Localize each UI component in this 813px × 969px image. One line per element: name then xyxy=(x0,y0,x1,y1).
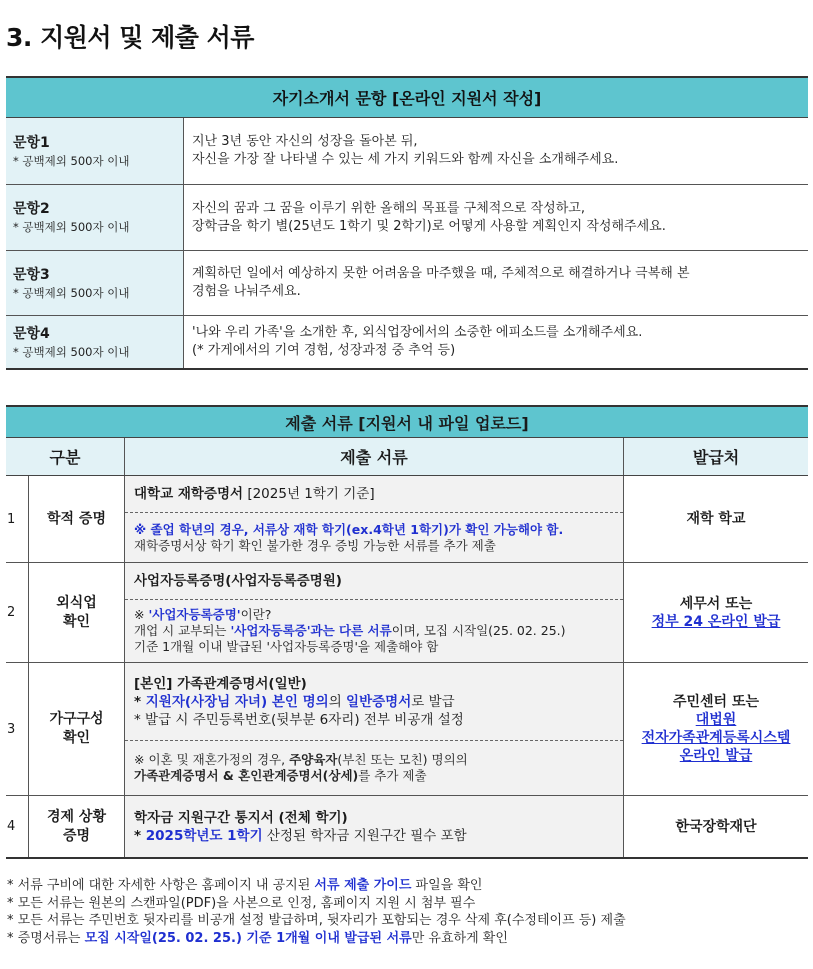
court-link[interactable]: 대법원 xyxy=(695,712,737,728)
document-main xyxy=(125,476,623,513)
category-line: 경제 상황 xyxy=(47,808,106,825)
issuer-text: 한국장학재단 xyxy=(675,818,757,835)
document-note-highlight: ※ 졸업 학년의 경우, 서류상 재학 학기(ex.4학년 1학기)가 확인 가능해야 함. xyxy=(134,521,564,537)
row-documents xyxy=(125,796,624,857)
document-main xyxy=(125,796,623,857)
question-line: 지난 3년 동안 자신의 성장을 돌아본 뒤, xyxy=(192,134,418,149)
row-category xyxy=(29,663,125,795)
page-title: 3. 지원서 및 제출 서류 xyxy=(6,23,254,52)
note-highlight: '사업자등록증명' xyxy=(148,607,241,622)
footnote-line: * 모든 서류는 주민번호 뒷자리를 비공개 설정 발급하며, 뒷자리가 포함되는 경우 삭제 후(수정테이프 등) 제출 xyxy=(7,913,626,928)
document-title: [본인] 가족관계증명서(일반) xyxy=(134,675,307,692)
note-highlight: 모집 시작일(25. 02. 25.) 기준 1개월 이내 발급된 서류 xyxy=(84,930,412,946)
row-category xyxy=(29,796,125,857)
row-issuer xyxy=(624,563,808,662)
question-limit-note: * 공백제외 500자 이내 xyxy=(13,344,130,359)
essay-row-1 xyxy=(6,118,808,185)
category-line: 외식업 xyxy=(56,594,97,611)
column-header-documents: 제출 서류 xyxy=(125,438,624,475)
note-text: 이며, 모집 시작일(25. 02. 25.) xyxy=(391,623,566,638)
note-text: 만 유효하게 확인 xyxy=(411,930,508,946)
footnote-line xyxy=(7,877,626,895)
question-text xyxy=(184,316,808,368)
family-registry-link[interactable]: 전자가족관계등록시스템 xyxy=(641,730,791,746)
documents-table xyxy=(6,405,808,859)
question-line: 계획하던 일에서 예상하지 못한 어려움을 마주했을 때, 주체적으로 해결하거나 극복해 본 xyxy=(192,266,690,281)
column-header-issuer: 발급처 xyxy=(692,448,740,467)
issuer-text: 재학 학교 xyxy=(686,511,746,527)
note-text: (부친 또는 모친) 명의의 xyxy=(337,752,468,767)
question-label: 문항3 xyxy=(13,266,50,283)
question-limit-note: * 공백제외 500자 이내 xyxy=(13,220,130,234)
note-text: ※ xyxy=(134,607,149,622)
category-line: 확인 xyxy=(62,730,91,746)
essay-row-3 xyxy=(6,251,808,316)
note-text: * 서류 구비에 대한 자세한 사항은 홈페이지 내 공지된 xyxy=(7,878,315,893)
note-text: ※ 이혼 및 재혼가정의 경우, xyxy=(134,752,290,767)
row-issuer xyxy=(624,663,808,795)
document-title-suffix: [2025년 1학기 기준] xyxy=(243,486,375,502)
document-note-line xyxy=(134,768,623,784)
row-documents xyxy=(125,563,624,662)
note-text: * 증명서류는 xyxy=(7,930,85,946)
question-limit-note: * 공백제외 500자 이내 xyxy=(13,153,130,168)
document-row-3 xyxy=(6,663,808,796)
note-text: 이란? xyxy=(240,607,272,622)
row-category: 학적 증명 xyxy=(29,476,125,562)
document-note xyxy=(125,513,623,562)
req-text: * xyxy=(134,693,146,710)
req-text: 의 xyxy=(328,693,347,710)
document-title-line xyxy=(134,485,623,503)
category-line: 가구구성 xyxy=(49,711,104,727)
document-main xyxy=(125,563,623,600)
issuer-text: 주민센터 또는 xyxy=(672,694,760,710)
essay-label-cell xyxy=(6,185,184,250)
note-text: 파일을 확인 xyxy=(411,878,483,893)
document-title: 사업자등록증명(사업자등록증명원) xyxy=(134,573,342,589)
essay-label-cell xyxy=(6,316,184,368)
question-line: 자신을 가장 잘 나타낼 수 있는 세 가지 키워드와 함께 자신을 소개해주세요. xyxy=(192,152,619,167)
question-limit-note: * 공백제외 500자 이내 xyxy=(13,285,130,300)
note-bold: 주양육자 xyxy=(289,752,338,767)
document-requirement-line xyxy=(134,693,623,711)
note-bold: 가족관계증명서 & 혼인관계증명서(상세) xyxy=(134,768,359,783)
documents-column-headers xyxy=(6,438,808,476)
row-issuer xyxy=(624,476,808,562)
column-header-category: 구분 xyxy=(6,438,125,475)
question-line: '나와 우리 가족'을 소개한 후, 외식업장에서의 소중한 에피소드를 소개해주세요. xyxy=(192,325,643,340)
row-number: 2 xyxy=(6,563,29,662)
note-text: 를 추가 제출 xyxy=(358,768,427,783)
essay-table-header: 자기소개서 문항 [온라인 지원서 작성] xyxy=(6,78,808,118)
essay-label-cell xyxy=(6,251,184,315)
row-category xyxy=(29,563,125,662)
note-highlight: '사업자등록증'과는 다른 서류 xyxy=(230,623,392,638)
question-line: 장학금을 학기 별(25년도 1학기 및 2학기)로 어떻게 사용할 계획인지 작성해주세요. xyxy=(192,218,666,234)
req-highlight: 지원자(사장님 자녀) 본인 명의 xyxy=(145,693,329,710)
document-title: 학자금 지원구간 통지서 (전체 학기) xyxy=(134,809,348,826)
req-highlight: 일반증명서 xyxy=(346,693,412,710)
req-text: 산정된 학자금 지원구간 필수 포함 xyxy=(262,827,467,844)
category-line: 확인 xyxy=(62,613,91,630)
req-text: * xyxy=(134,827,146,844)
document-row-4 xyxy=(6,796,808,857)
question-label: 문항4 xyxy=(13,325,50,342)
document-requirement-line: * 발급 시 주민등록번호(뒷부분 6자리) 전부 비공개 설정 xyxy=(134,711,464,728)
req-text: 로 발급 xyxy=(411,693,455,710)
document-row-1 xyxy=(6,476,808,563)
row-number: 4 xyxy=(6,796,29,857)
row-number: 1 xyxy=(6,476,29,562)
question-text xyxy=(184,251,808,315)
essay-row-2 xyxy=(6,185,808,251)
row-issuer xyxy=(624,796,808,857)
document-note-line xyxy=(134,623,623,639)
note-text: 개업 시 교부되는 xyxy=(134,623,231,638)
question-text xyxy=(184,118,808,184)
question-line: 자신의 꿈과 그 꿈을 이루기 위한 올해의 목표를 구체적으로 작성하고, xyxy=(192,200,585,216)
question-line: (* 가게에서의 기여 경험, 성장과정 중 추억 등) xyxy=(192,343,456,358)
document-note xyxy=(125,741,623,795)
document-title: 대학교 재학증명서 xyxy=(134,486,244,502)
essay-label-cell xyxy=(6,118,184,184)
document-note-line xyxy=(134,607,623,623)
essay-row-4 xyxy=(6,316,808,368)
req-highlight: 2025학년도 1학기 xyxy=(145,827,263,844)
question-line: 경험을 나눠주세요. xyxy=(192,284,301,299)
documents-table-header: 제출 서류 [지원서 내 파일 업로드] xyxy=(6,407,808,438)
footnote-line xyxy=(7,930,626,948)
question-label: 문항1 xyxy=(13,134,50,151)
question-label: 문항2 xyxy=(13,201,50,217)
document-note-line: 기준 1개월 이내 발급된 '사업자등록증명'을 제출해야 함 xyxy=(134,639,439,654)
category-line: 증명 xyxy=(62,827,91,844)
online-issue-link[interactable]: 온라인 발급 xyxy=(679,748,753,764)
row-number: 3 xyxy=(6,663,29,795)
footnotes xyxy=(7,877,626,947)
question-text xyxy=(184,185,808,250)
footnote-line: * 모든 서류는 원본의 스캔파일(PDF)을 사본으로 인정, 홈페이지 지원 시 첨부 필수 xyxy=(7,895,476,911)
document-requirement-line xyxy=(134,827,623,845)
row-documents xyxy=(125,476,624,562)
gov24-link[interactable]: 정부 24 온라인 발급 xyxy=(651,613,781,630)
essay-questions-table xyxy=(6,76,808,370)
issuer-text: 세무서 또는 xyxy=(679,595,753,612)
document-main xyxy=(125,663,623,741)
document-row-2 xyxy=(6,563,808,663)
document-note xyxy=(125,600,623,662)
row-documents xyxy=(125,663,624,795)
note-highlight: 서류 제출 가이드 xyxy=(314,878,412,893)
document-note-line xyxy=(134,752,623,768)
document-note-line: 재학증명서상 학기 확인 불가한 경우 증빙 가능한 서류를 추가 제출 xyxy=(134,537,496,553)
